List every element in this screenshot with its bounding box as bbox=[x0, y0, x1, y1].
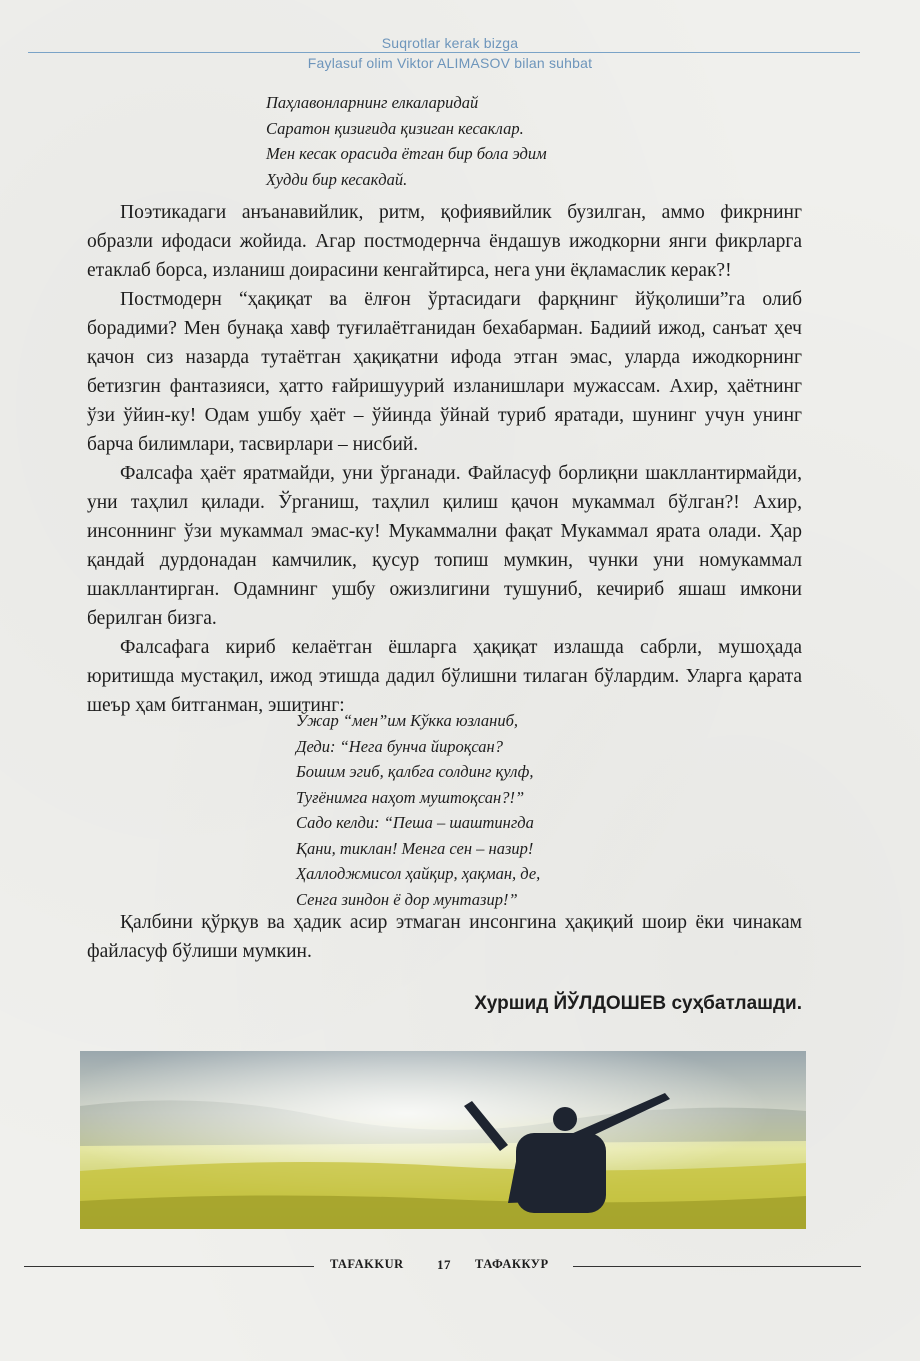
signature-name: Хуршид ЙЎЛДОШЕВ bbox=[474, 993, 667, 1014]
poem-line: Мен кесак орасида ётган бир бола эдим bbox=[266, 144, 547, 163]
poem-line: Туғёнимга наҳот муштоқсан?!” bbox=[296, 787, 525, 807]
poem-line: Бошим эгиб, қалбга солдинг қулф, bbox=[296, 762, 534, 781]
footer-title-latin: TAFAKKUR bbox=[330, 1257, 404, 1271]
poem-line: Саратон қизиғида қизиган кесаклар. bbox=[266, 118, 524, 138]
paragraph: Фалсафа ҳаёт яратмайди, уни ўрганади. Файласуф борлиқни шакллантирмайди, уни таҳлил қилади. Ўрганиш, таҳлил қилиш қачон мукаммал бўлган?! Ахир, инсоннинг ўзи мукаммал эмас-ку! Мукаммални фақат Мукаммал ярата олади. Ҳар қандай дурдонадан камчилик, қусур топиш мумкин, чунки уни номукаммал шакллантирган. Одамнинг ушбу ожизлигини тушуниб, кечириб яшаш имкони берилган бизга. bbox=[87, 463, 802, 629]
poem-line: Сенга зиндон ё дор мунтазир!” bbox=[296, 889, 518, 909]
signature-role: суҳбатлашди. bbox=[671, 993, 802, 1014]
interviewer-signature bbox=[474, 993, 802, 1015]
running-subtitle: Faylasuf olim Viktor ALIMASOV bilan suhbat bbox=[307, 55, 593, 71]
poem-line: Деди: “Нега бунча йироқсан? bbox=[296, 736, 503, 756]
footer-title-cyrillic: ТАФАККУР bbox=[475, 1257, 549, 1271]
paragraph: Постмодерн “ҳақиқат ва ёлғон ўртасидаги фарқнинг йўқолиши”га олиб борадими? Мен бунақа хавф туғилаётганидан бехабарман. Бадиий ижод, санъат ҳеч қачон сиз назарда тутаётган ҳақиқатни ифода этган эмас, уларда ижодкорнинг бетизгин фантазияси, ҳатто ғайришуурий изланишлари мужассам. Ахир, ҳаётнинг ўзи ўйин-ку! Одам ушбу ҳаёт – ўйинда ўйнай туриб яратади, шунинг учун унинг барча билимлари, тасвирлари – нисбий. bbox=[87, 289, 802, 455]
header-rule bbox=[28, 52, 860, 53]
closing-paragraph: Қалбини қўрқув ва ҳадик асир этмаган инсонгина ҳақиқий шоир ёки чинакам файласуф бўлиши мумкин. bbox=[87, 912, 802, 962]
poem-line: Ўжар “мен”им Кўкка юзланиб, bbox=[296, 711, 519, 730]
poem-line: Садо келди: “Пеша – шаштингда bbox=[296, 813, 534, 832]
field-photo bbox=[80, 1051, 806, 1229]
page-number: 17 bbox=[437, 1257, 451, 1272]
poem-opening bbox=[266, 90, 547, 192]
footer-rule-left bbox=[24, 1266, 314, 1267]
poem-closing bbox=[296, 708, 540, 912]
paragraph: Поэтикадаги анъанавийлик, ритм, қофиявийлик бузилган, аммо фикрнинг образли ифодаси жойида. Агар постмодернча ёндашув ижодкорни янги фикрларга етаклаб борса, изланиш доирасини кенгайтирса, нега уни ёқламаслик керак?! bbox=[87, 202, 802, 281]
article-body bbox=[87, 198, 802, 720]
person-in-field-illustration bbox=[80, 1051, 806, 1229]
poem-line: Қани, тиклан! Менга сен – назир! bbox=[296, 838, 534, 858]
poem-line: Худди бир кесакдай. bbox=[266, 169, 408, 189]
closing-text bbox=[87, 908, 802, 966]
footer-rule-right bbox=[573, 1266, 861, 1267]
running-header bbox=[0, 0, 920, 80]
poem-line: Паҳлавонларнинг елкаларидай bbox=[266, 93, 479, 112]
poem-line: Ҳаллоджмисол ҳайқир, ҳақман, де, bbox=[296, 864, 541, 883]
paragraph: Фалсафага кириб келаётган ёшларга ҳақиқат излашда сабрли, мушоҳада юритишда мустақил, ижод этишда дадил бўлишни тилаган бўлардим. Уларга қарата шеър ҳам битганман, эшитинг: bbox=[87, 637, 802, 716]
page-footer bbox=[0, 1255, 920, 1275]
running-title: Suqrotlar kerak bizga bbox=[381, 35, 519, 51]
